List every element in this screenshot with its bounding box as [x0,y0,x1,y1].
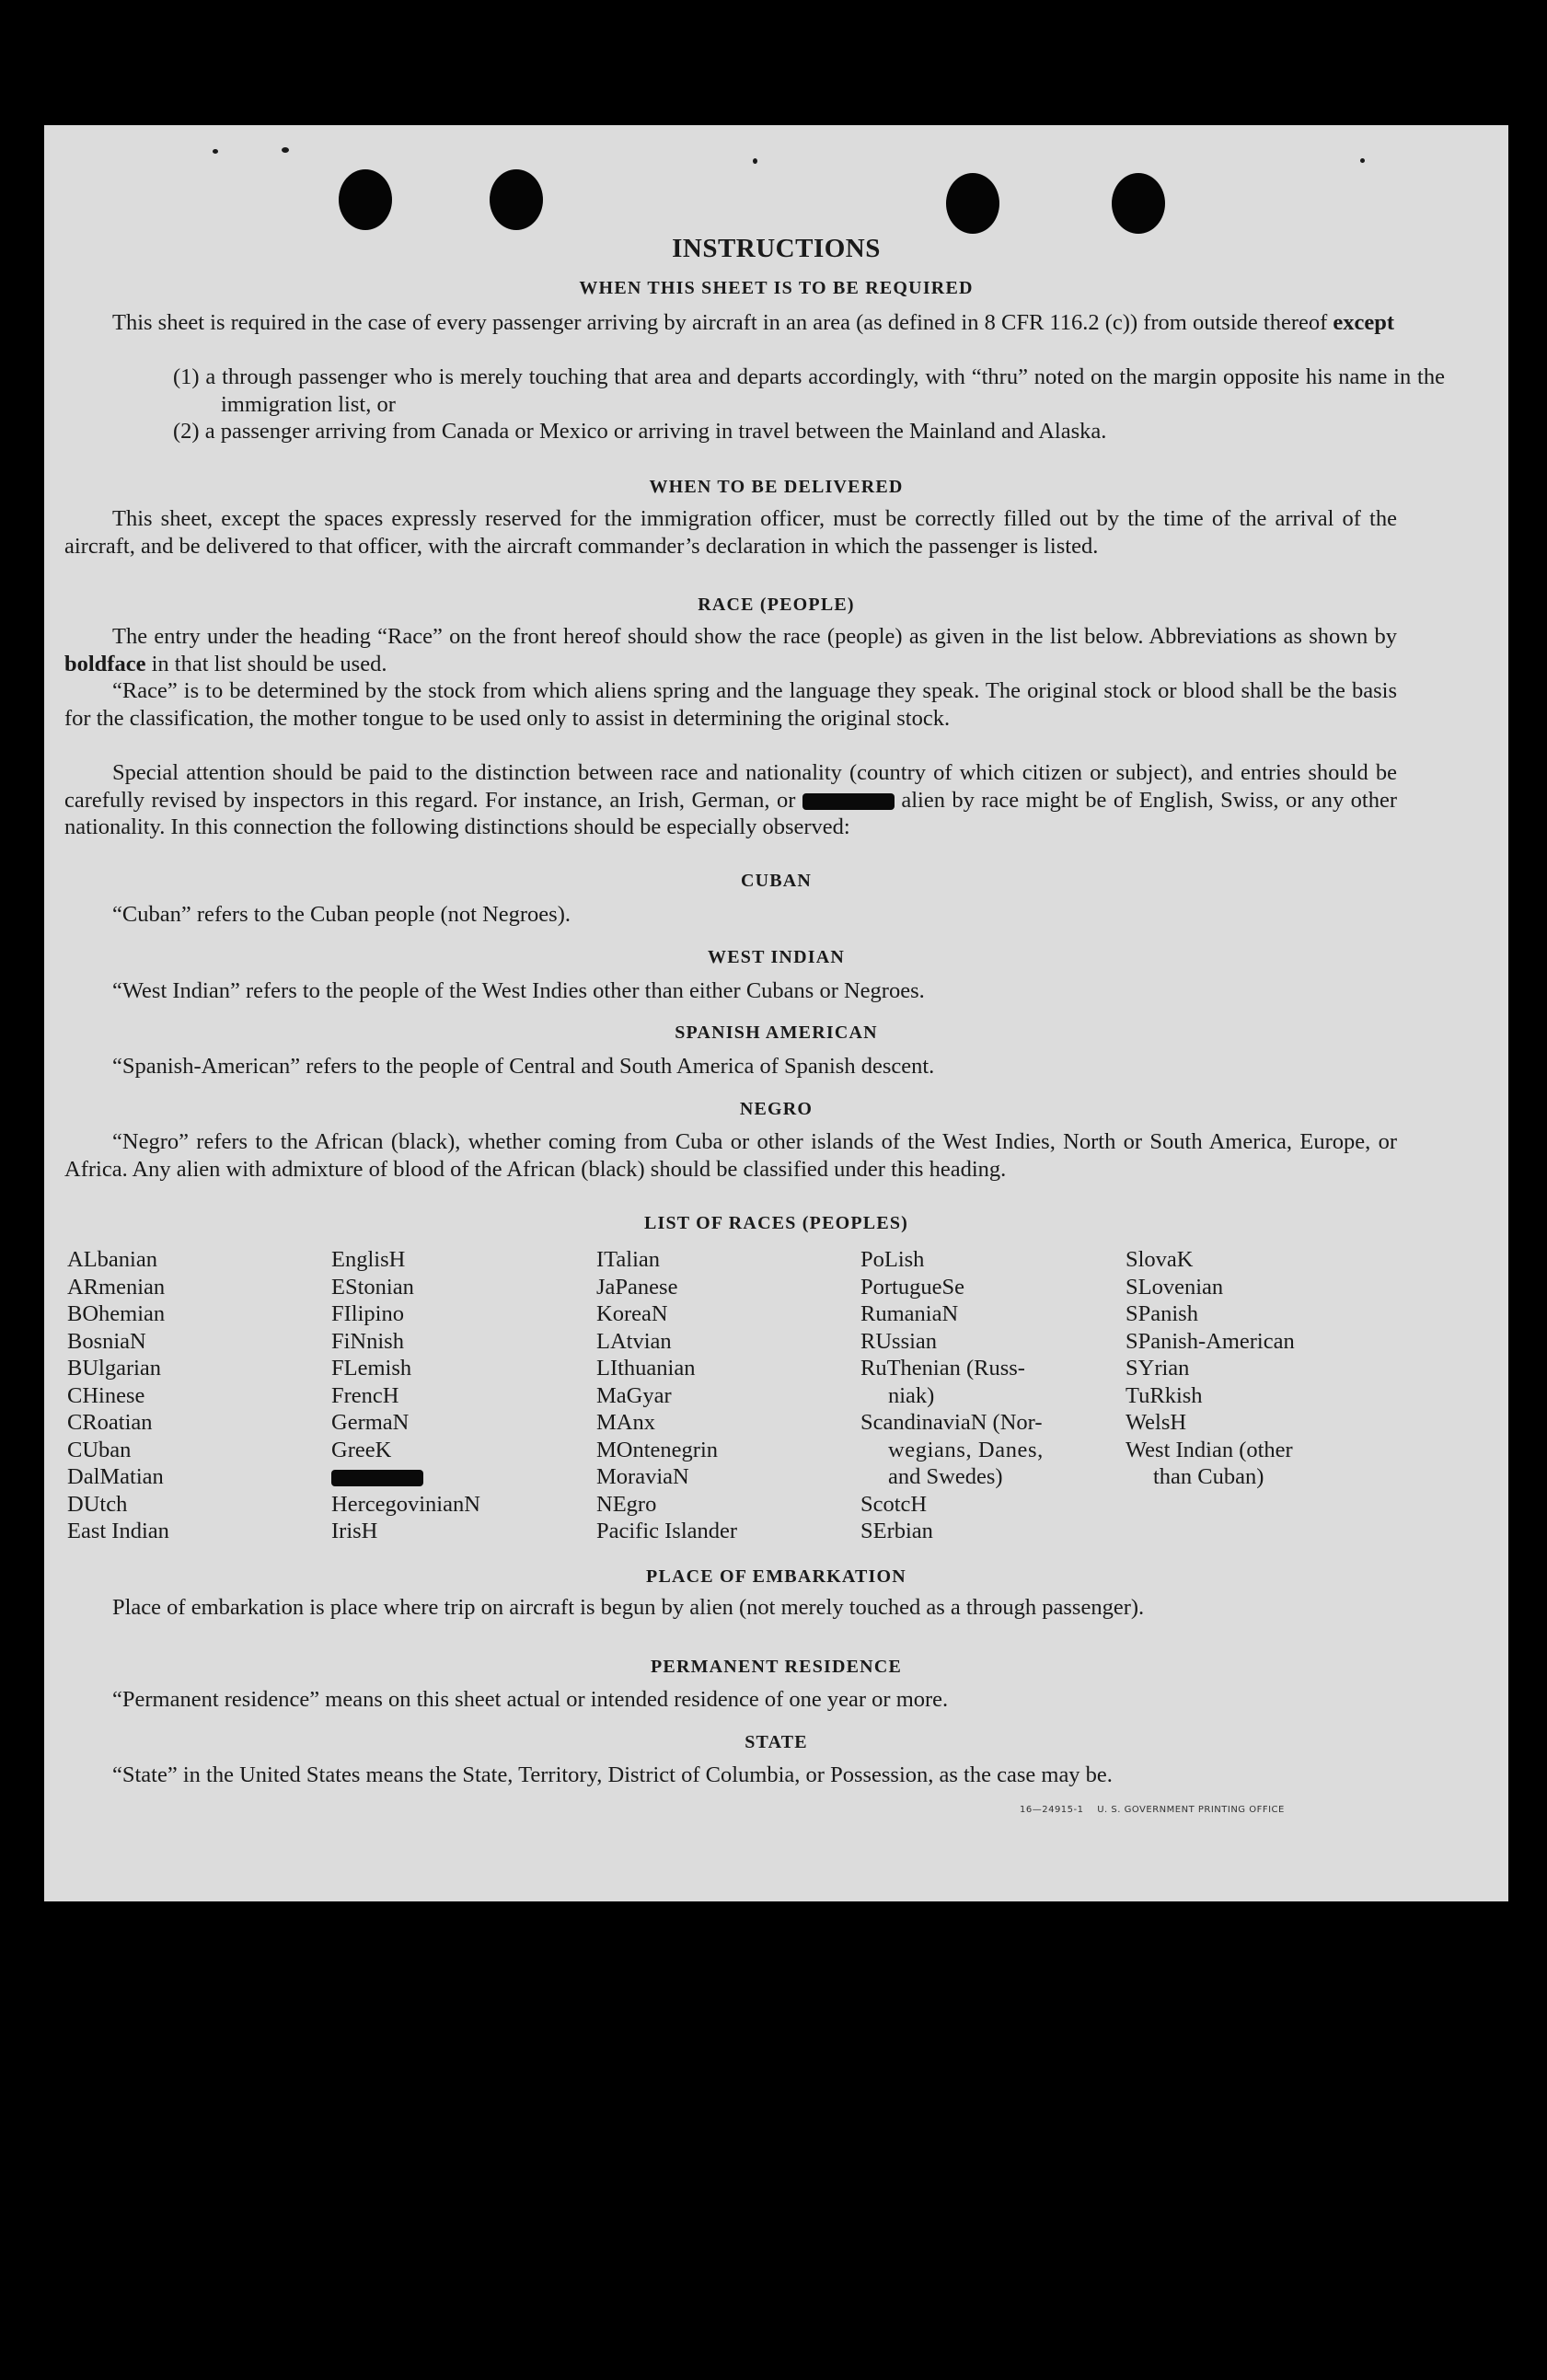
race-item: wegians, Danes, [888,1437,1044,1462]
race-p3-text-end: alien by race might be of English, Swiss, or any other nationality. In this connection the following distinctions should be especially observed: [64,787,1397,839]
race-item: WelsH [1126,1410,1187,1435]
race-item: ScotcH [860,1491,928,1517]
race-paragraph-2: “Race” is to be determined by the stock from which aliens spring and the language they speak. The original stock or blood shall be the basis for the classification, the mother tongue to be used only to assist in determining the original stock. [64,678,1397,731]
race-item: PortugueSe [860,1274,964,1300]
race-list-column-3 [596,1246,737,1545]
race-p3-text: Special attention should be paid to the distinction between race and nationality (country of which citizen or subject), and entries should be carefully revised by inspectors in this regard. For instance, an Irish, German, or [64,760,1397,813]
printer-name: U. S. GOVERNMENT PRINTING OFFICE [1097,1805,1285,1815]
race-item: GreeK [331,1437,392,1462]
race-list-column-1 [67,1246,169,1545]
exception-item-2: (2) a passenger arriving from Canada or Mexico or arriving in travel between the Mainland and Alaska. [173,419,1107,444]
race-item: BosniaN [67,1328,146,1354]
race-item: SLovenian [1126,1274,1224,1300]
state-text: “State” in the United States means the State, Territory, District of Columbia, or Possession, as the case may be. [112,1762,1113,1787]
section-heading-cuban: CUBAN [740,871,813,891]
race-item: MOntenegrin [596,1437,718,1462]
race-item: FiNnish [331,1328,404,1354]
race-item: RUssian [860,1328,938,1354]
speck-mark [753,158,757,164]
west-indian-text: “West Indian” refers to the people of the West Indies other than either Cubans or Negroes. [112,978,925,1003]
section-heading-list-of-races: LIST OF RACES (PEOPLES) [643,1213,909,1233]
section-heading-state: STATE [745,1732,808,1752]
race-item: RuThenian (Russ- [860,1356,1025,1381]
punch-hole [946,173,999,234]
race-item: LAtvian [596,1328,672,1354]
punch-hole [1112,173,1165,234]
punch-hole [339,169,392,230]
race-item: CHinese [67,1382,145,1408]
document-sheet [44,125,1508,1901]
intro-text: This sheet is required in the case of every passenger arriving by aircraft in an area (as defined in 8 CFR 116.2 (c)) from outside thereof [112,310,1333,335]
negro-text: “Negro” refers to the African (black), whether coming from Cuba or other islands of the West Indies, North or South America, Europe, or Africa. Any alien with admixture of blood of the African (black) should be classified under this heading. [64,1129,1397,1182]
race-item: LIthuanian [596,1356,696,1381]
race-paragraph-3 [64,759,1397,841]
speck-mark [213,149,218,154]
race-item: EnglisH [331,1247,406,1272]
redaction-mark [331,1470,423,1486]
race-item: than Cuban) [1153,1464,1264,1489]
race-item: BUlgarian [67,1356,162,1381]
race-p1-text-end: in that list should be used. [145,651,387,676]
race-item: NEgro [596,1491,657,1517]
race-item: KoreaN [596,1301,668,1326]
when-required-intro [64,309,1397,337]
speck-mark [1360,158,1365,163]
spanish-american-text: “Spanish-American” refers to the people of Central and South America of Spanish descent. [112,1054,935,1079]
race-item: MAnx [596,1410,655,1435]
race-item: SErbian [860,1519,933,1543]
section-heading-west-indian: WEST INDIAN [708,947,845,967]
printer-imprint [1020,1805,1285,1815]
race-item: BOhemian [67,1301,166,1326]
race-item: ALbanian [67,1247,157,1272]
race-item: East Indian [67,1519,169,1543]
race-list-column-5 [1126,1246,1295,1491]
race-item: Pacific Islander [596,1519,738,1543]
race-item: DalMatian [67,1464,164,1489]
race-item: FLemish [331,1356,412,1381]
race-item: FrencH [331,1382,399,1408]
race-item: CRoatian [67,1410,153,1435]
race-item: FIlipino [331,1301,404,1326]
race-list-column-4 [860,1246,1044,1545]
race-item: JaPanese [596,1274,678,1300]
race-item: and Swedes) [888,1464,1003,1489]
race-item: MaGyar [596,1382,672,1408]
exception-item-1: (1) a through passenger who is merely touching that area and departs accordingly, with “thru” noted on the margin opposite his name in the immigration list, or [173,364,1445,417]
intro-bold-except: except [1333,310,1395,335]
race-item: IrisH [331,1519,378,1543]
page-title: INSTRUCTIONS [672,234,881,263]
permanent-residence-text: “Permanent residence” means on this sheet actual or intended residence of one year or more. [112,1687,949,1712]
section-heading-race: RACE (PEOPLE) [698,595,855,615]
speck-mark [282,147,289,153]
race-item: GermaN [331,1410,410,1435]
redaction-mark [802,793,895,810]
race-item: ARmenian [67,1274,166,1300]
place-of-embarkation-text: Place of embarkation is place where trip on aircraft is begun by alien (not merely touched as a through passenger). [112,1595,1145,1620]
race-p1-bold: boldface [64,651,146,676]
cuban-text: “Cuban” refers to the Cuban people (not Negroes). [112,902,571,927]
race-item: MoraviaN [596,1464,689,1489]
race-p1-text: The entry under the heading “Race” on the front hereof should show the race (people) as given in the list below. Abbreviations as shown by [112,624,1397,649]
race-item: SPanish-American [1126,1328,1295,1354]
race-list-column-2 [331,1246,480,1545]
form-number: 16—24915-1 [1020,1805,1084,1815]
race-item: SlovaK [1126,1247,1194,1272]
when-delivered-text: This sheet, except the spaces expressly reserved for the immigration officer, must be correctly filled out by the time of the arrival of the aircraft, and be delivered to that officer, with the aircraft commander’s declaration in which the passenger is listed. [64,506,1397,559]
race-item: ScandinaviaN (Nor- [860,1410,1043,1435]
race-item: RumaniaN [860,1301,959,1326]
race-item-redacted [331,1463,480,1491]
race-item: SPanish [1126,1301,1198,1326]
race-item: CUban [67,1437,132,1462]
race-item: EStonian [331,1274,414,1300]
race-item: DUtch [67,1491,128,1517]
section-heading-permanent-residence: PERMANENT RESIDENCE [650,1657,903,1677]
race-item: ITalian [596,1247,661,1272]
race-item: SYrian [1126,1356,1190,1381]
section-heading-when-required: WHEN THIS SHEET IS TO BE REQUIRED [579,278,974,298]
race-item: TuRkish [1126,1382,1203,1408]
section-heading-when-delivered: WHEN TO BE DELIVERED [649,477,904,497]
punch-hole [490,169,543,230]
section-heading-place-of-embarkation: PLACE OF EMBARKATION [646,1566,906,1587]
section-heading-negro: NEGRO [739,1099,814,1119]
race-item: West Indian (other [1126,1437,1293,1462]
race-item: HercegovinianN [331,1491,480,1517]
race-paragraph-1 [64,623,1397,677]
race-item: PoLish [860,1247,925,1272]
race-item: niak) [888,1382,935,1408]
section-heading-spanish-american: SPANISH AMERICAN [675,1022,878,1043]
